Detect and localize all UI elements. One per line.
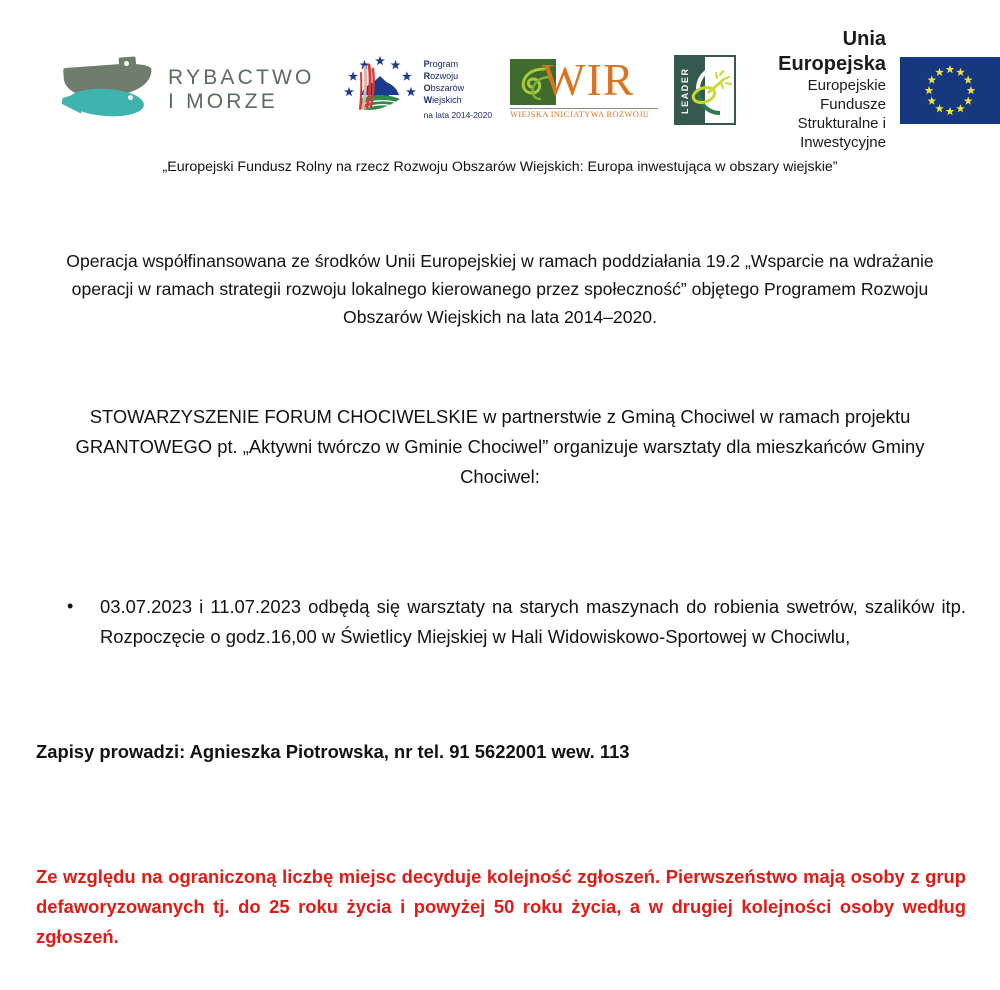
prow-logo: [341, 51, 493, 129]
leader-logo: [674, 55, 736, 125]
rybactwo-i-morze-logo: [62, 59, 315, 121]
registration-contact: Zapisy prowadzi: Agnieszka Piotrowska, nr tel. 91 5622001 wew. 113: [36, 741, 630, 762]
wir-subtitle: WIEJSKA INICJATYWA ROZWOJU: [510, 110, 650, 119]
prow-word-wiejskich: Wiejskich: [423, 94, 462, 105]
prow-logo-text: [424, 59, 493, 121]
eu-flag-icon: [900, 57, 1000, 124]
unia-europejska-text: [758, 27, 886, 153]
rybactwo-line-2: I MORZE: [168, 90, 278, 113]
list-item-text: 03.07.2023 i 11.07.2023 odbędą się warsztaty na starych maszynach do robienia swetrów, szalików itp. Rozpoczęcie o godz.16,00 w Świetlicy Miejskiej w Hali Widowiskowo-Sportowej w Chociwlu,: [100, 596, 966, 647]
workshop-list: [60, 592, 966, 652]
bullet-marker: •: [67, 596, 74, 616]
logo-bar: [0, 28, 1000, 152]
organizer-paragraph: STOWARZYSZENIE FORUM CHOCIWELSKIE w partnerstwie z Gminą Chociwel w ramach projektu GRANTOWEGO pt. „Aktywni twórczo w Gminie Chociwel” organizuje warsztaty dla mieszkańców Gminy Chociwel:: [75, 406, 925, 487]
funding-paragraph: Operacja współfinansowana ze środków Unii Europejskiej w ramach poddziałania 19.2 „Wsparcie na wdrażanie operacji w ramach strategii rozwoju lokalnego kierowanego przez społeczność” objętego Programem Rozwoju Obszarów Wiejskich na lata 2014–2020.: [66, 251, 934, 327]
leader-emblem-icon: [674, 55, 736, 125]
list-item: [60, 592, 966, 652]
eu-fund-quote: „Europejski Fundusz Rolny na rzecz Rozwoju Obszarów Wiejskich: Europa inwestująca w obszary wiejskie”: [162, 159, 838, 175]
unia-line-3: Strukturalne i Inwestycyjne: [797, 115, 886, 152]
unia-line-1: Unia Europejska: [778, 28, 886, 76]
wir-wordmark: WIR: [542, 54, 635, 105]
rybactwo-line-1: RYBACTWO: [168, 65, 315, 89]
prow-emblem-icon: [341, 51, 419, 129]
prow-word-program: Program: [423, 59, 459, 70]
priority-notice: Ze względu na ograniczoną liczbę miejsc decyduje kolejność zgłoszeń. Pierwszeństwo mają osoby z grup defaworyzowanych tj. do 25 roku życia i powyżej 50 roku życia, a w drugiej kolejności osoby według zgłoszeń.: [36, 866, 966, 947]
boat-fish-icon: [62, 59, 158, 121]
leader-wordmark: LEADER: [680, 67, 691, 115]
prow-word-rozwoju: Rozwoju: [423, 71, 459, 82]
rybactwo-logo-text: [168, 66, 315, 115]
prow-years: na lata 2014-2020: [423, 109, 493, 120]
unia-europejska-logo: [758, 27, 1000, 153]
unia-line-2: Europejskie Fundusze: [807, 77, 886, 114]
wir-logo: [510, 53, 658, 127]
prow-word-obszarow: Obszarów: [423, 82, 465, 93]
wir-divider: [510, 108, 658, 109]
